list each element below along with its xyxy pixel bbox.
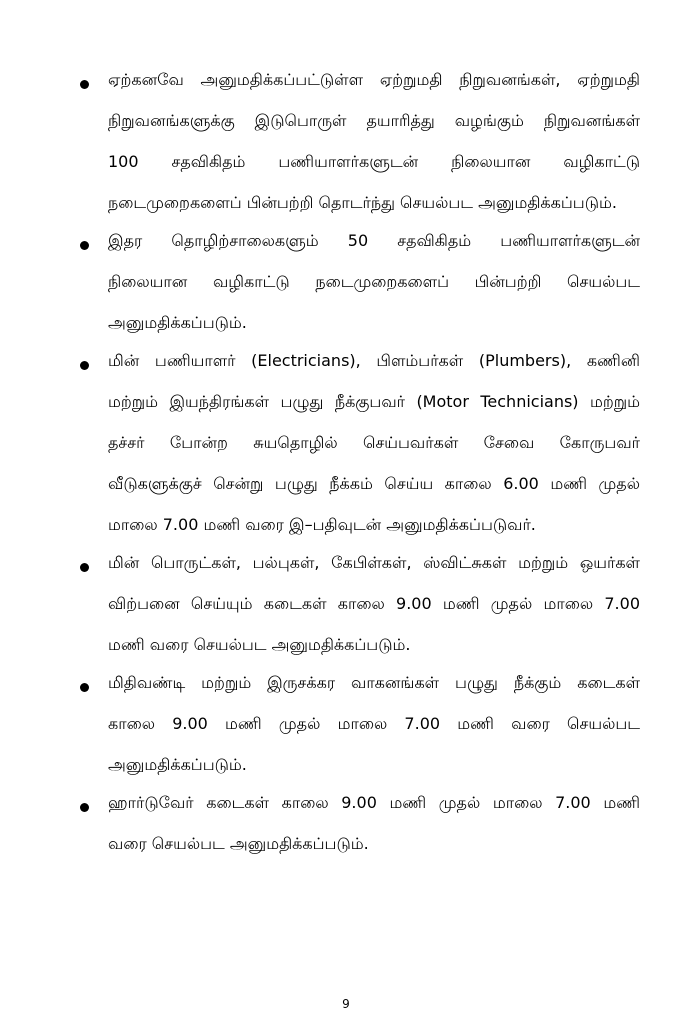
bullet-item — [80, 553, 640, 655]
bullet-icon — [80, 241, 89, 250]
text-line: வீடுகளுக்குச் சென்று பழுது நீக்கம் செய்ய காலை 6.00 மணி முதல் — [108, 474, 640, 493]
text-line: அனுமதிக்கப்படும். — [108, 755, 247, 774]
bullet-icon — [80, 80, 89, 89]
text-line: 100 சதவிகிதம் பணியாளர்களுடன் நிலையான வழிகாட்டு — [108, 152, 640, 171]
text-line: விற்பனை செய்யும் கடைகள் காலை 9.00 மணி முதல் மாலை 7.00 — [108, 594, 640, 613]
text-line: இதர தொழிற்சாலைகளும் 50 சதவிகிதம் பணியாளர்களுடன் — [108, 231, 640, 250]
bullet-text — [108, 231, 640, 333]
text-line: ஹார்டுவேர் கடைகள் காலை 9.00 மணி முதல் மாலை 7.00 மணி — [108, 793, 640, 812]
bullet-item — [80, 351, 640, 535]
bullet-text — [108, 553, 640, 655]
bullet-text — [108, 351, 640, 535]
text-line: அனுமதிக்கப்படும். — [108, 313, 247, 332]
text-line: வரை செயல்பட அனுமதிக்கப்படும். — [108, 834, 369, 853]
text-line: மின் பணியாளர் (Electricians), பிளம்பர்கள் (Plumbers), கணினி — [108, 351, 640, 370]
text-line: மின் பொருட்கள், பல்புகள், கேபிள்கள், ஸ்விட்சுகள் மற்றும் ஒயர்கள் — [108, 553, 640, 572]
text-line: மிதிவண்டி மற்றும் இருசக்கர வாகனங்கள் பழுது நீக்கும் கடைகள் — [108, 673, 640, 692]
bullet-item — [80, 70, 640, 213]
bullet-icon — [80, 563, 89, 572]
text-line: மற்றும் இயந்திரங்கள் பழுது நீக்குபவர் (Motor Technicians) மற்றும் — [108, 392, 640, 411]
bullet-text — [108, 673, 640, 775]
text-line: ஏற்கனவே அனுமதிக்கப்பட்டுள்ள ஏற்றுமதி நிறுவனங்கள், ஏற்றுமதி — [108, 70, 640, 89]
text-line: நிறுவனங்களுக்கு இடுபொருள் தயாரித்து வழங்கும் நிறுவனங்கள் — [108, 111, 640, 130]
bullet-text — [108, 70, 640, 213]
text-line: நிலையான வழிகாட்டு நடைமுறைகளைப் பின்பற்றி செயல்பட — [108, 272, 640, 291]
bullet-item — [80, 673, 640, 775]
text-line: தச்சர் போன்ற சுயதொழில் செய்பவர்கள் சேவை கோருபவர் — [108, 433, 640, 452]
bullet-list — [80, 70, 640, 872]
page-number: 9 — [342, 997, 350, 1011]
text-line: மணி வரை செயல்பட அனுமதிக்கப்படும். — [108, 635, 411, 654]
bullet-text — [108, 793, 640, 854]
bullet-item — [80, 793, 640, 854]
bullet-icon — [80, 683, 89, 692]
bullet-icon — [80, 361, 89, 370]
text-line: மாலை 7.00 மணி வரை இ–பதிவுடன் அனுமதிக்கப்படுவர். — [108, 515, 536, 534]
bullet-item — [80, 231, 640, 333]
text-line: காலை 9.00 மணி முதல் மாலை 7.00 மணி வரை செயல்பட — [108, 714, 640, 733]
bullet-icon — [80, 803, 89, 812]
text-line: நடைமுறைகளைப் பின்பற்றி தொடர்ந்து செயல்பட அனுமதிக்கப்படும். — [108, 193, 617, 212]
